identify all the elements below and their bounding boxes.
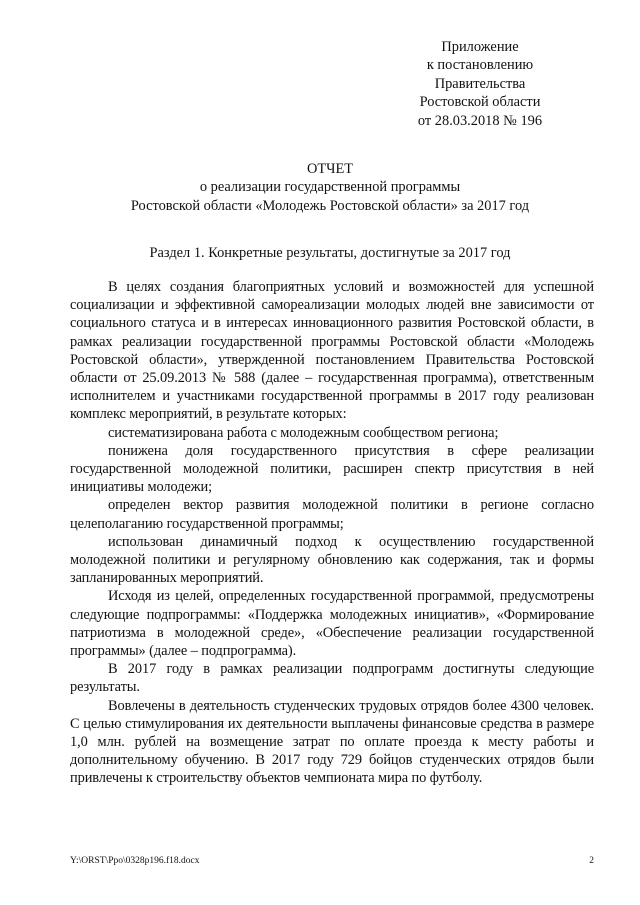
- page-number: 2: [589, 856, 594, 866]
- annex-line: от 28.03.2018 № 196: [417, 112, 543, 129]
- annex-line: Приложение: [441, 39, 519, 55]
- annex-block: [390, 38, 570, 130]
- footer-file-path: Y:\ORST\Ppo\0328p196.f18.docx: [70, 856, 200, 866]
- paragraph: Вовлечены в деятельность студенческих трудовых отрядов более 4300 человек. С целью стимулирования их деятельности выплачены финансовые средства в размере 1,0 млн. рублей на возмещение затрат по оплате проезда к месту работы и дополнительному обучению. В 2017 году 729 бойцов студенческих отрядов были привлечены к строительству объектов чемпионата мира по футболу.: [70, 697, 594, 787]
- paragraph: В 2017 году в рамках реализации подпрограмм достигнуты следующие результаты.: [70, 661, 594, 696]
- report-subtitle: о реализации государственной программы: [199, 179, 461, 196]
- annex-line: Ростовской области: [419, 94, 541, 111]
- annex-line: Правительства: [434, 75, 526, 92]
- body-text: [70, 278, 594, 788]
- paragraph: систематизирована работа с молодежным сообществом региона;: [108, 424, 499, 441]
- paragraph: определен вектор развития молодежной политики в регионе согласно целеполаганию государственной программы;: [70, 497, 594, 532]
- paragraph: использован динамичный подход к осуществлению государственной молодежной политики и регулярному обновлению как содержания, так и формы запланированных мероприятий.: [70, 533, 594, 587]
- paragraph: понижена доля государственного присутствия в сфере реализации государственной молодежной политики, расширен спектр присутствия в ней инициативы молодежи;: [70, 442, 594, 496]
- report-subtitle: Ростовской области «Молодежь Ростовской области» за 2017 год: [130, 197, 530, 214]
- section-title: Раздел 1. Конкретные результаты, достигнутые за 2017 год: [149, 245, 511, 261]
- report-title: ОТЧЕТ: [306, 161, 354, 177]
- report-heading: [70, 160, 590, 215]
- annex-line: к постановлению: [426, 57, 534, 74]
- paragraph: Исходя из целей, определенных государственной программой, предусмотрены следующие подпрограммы: «Поддержка молодежных инициатив», «Формирование патриотизма в молодежной среде», «Обеспечение реализации государственной программы» (далее – подпрограмма).: [70, 588, 594, 660]
- paragraph: В целях создания благоприятных условий и возможностей для успешной социализации и эффективной самореализации молодых людей вне зависимости от социального статуса и в интересах инновационного развития Ростовской области, в рамках реализации государственной программы Ростовской области «Молодежь Ростовской области», утвержденной постановлением Правительства Ростовской области от 25.09.2013 № 588 (далее – государственная программа), ответственным исполнителем и участниками государственной программы в 2017 году реализован комплекс мероприятий, в результате которых:: [70, 279, 594, 423]
